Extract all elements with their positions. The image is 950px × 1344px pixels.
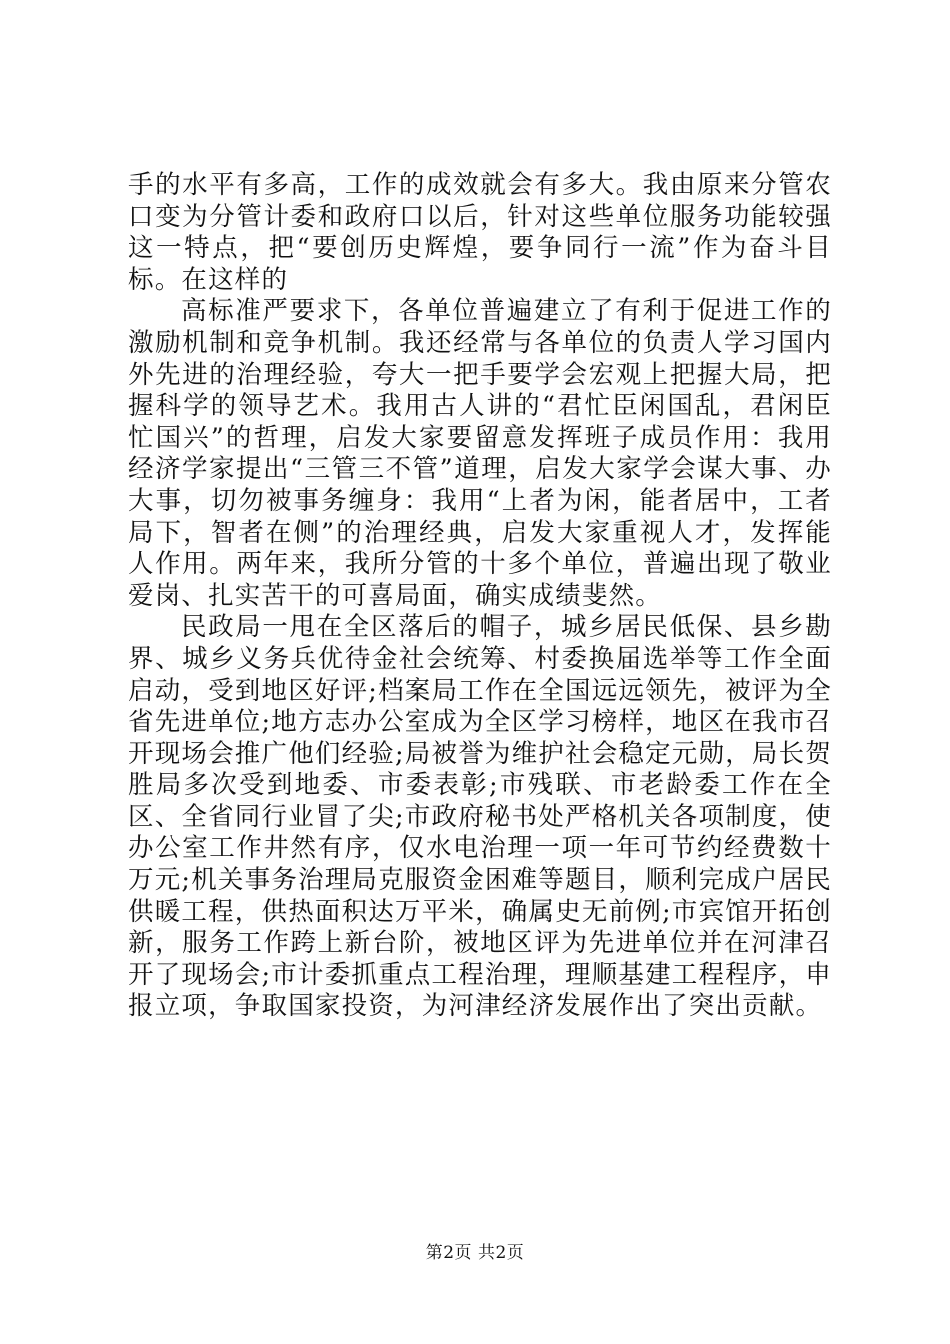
document-body: [128, 170, 832, 1023]
paragraph-1: 手的水平有多高，工作的成效就会有多大。我由原来分管农口变为分管计委和政府口以后，针对这些单位服务功能较强这一特点，把“要创历史辉煌，要争同行一流”作为奋斗目标。在这样的: [128, 170, 832, 295]
page-footer: 第2页 共2页: [425, 1243, 525, 1263]
paragraph-3: 民政局一甩在全区落后的帽子，城乡居民低保、县乡勘界、城乡义务兵优待金社会统筹、村委换届选举等工作全面启动，受到地区好评;档案局工作在全国远远领先，被评为全省先进单位;地方志办公室成为全区学习榜样，地区在我市召开现场会推广他们经验;局被誉为维护社会稳定元勋，局长贺胜局多次受到地委、市委表彰;市残联、市老龄委工作在全区、全省同行业冒了尖;市政府秘书处严格机关各项制度，使办公室工作井然有序，仅水电治理一项一年可节约经费数十万元;机关事务治理局克服资金困难等题目，顺利完成户居民供暖工程，供热面积达万平米，确属史无前例;市宾馆开拓创新，服务工作跨上新台阶，被地区评为先进单位并在河津召开了现场会;市计委抓重点工程治理，理顺基建工程程序，申报立项，争取国家投资，为河津经济发展作出了突出贡献。: [128, 612, 832, 1022]
paragraph-2: 高标准严要求下，各单位普遍建立了有利于促进工作的激励机制和竞争机制。我还经常与各单位的负责人学习国内外先进的治理经验，夸大一把手要学会宏观上把握大局，把握科学的领导艺术。我用古人讲的“君忙臣闲国乱，君闲臣忙国兴”的哲理，启发大家要留意发挥班子成员作用：我用经济学家提出“三管三不管”道理，启发大家学会谋大事、办大事，切勿被事务缠身：我用“上者为闲，能者居中，工者局下，智者在侧”的治理经典，启发大家重视人才，发挥能人作用。两年来，我所分管的十多个单位，普遍出现了敬业爱岗、扎实苦干的可喜局面，确实成绩斐然。: [128, 296, 832, 611]
